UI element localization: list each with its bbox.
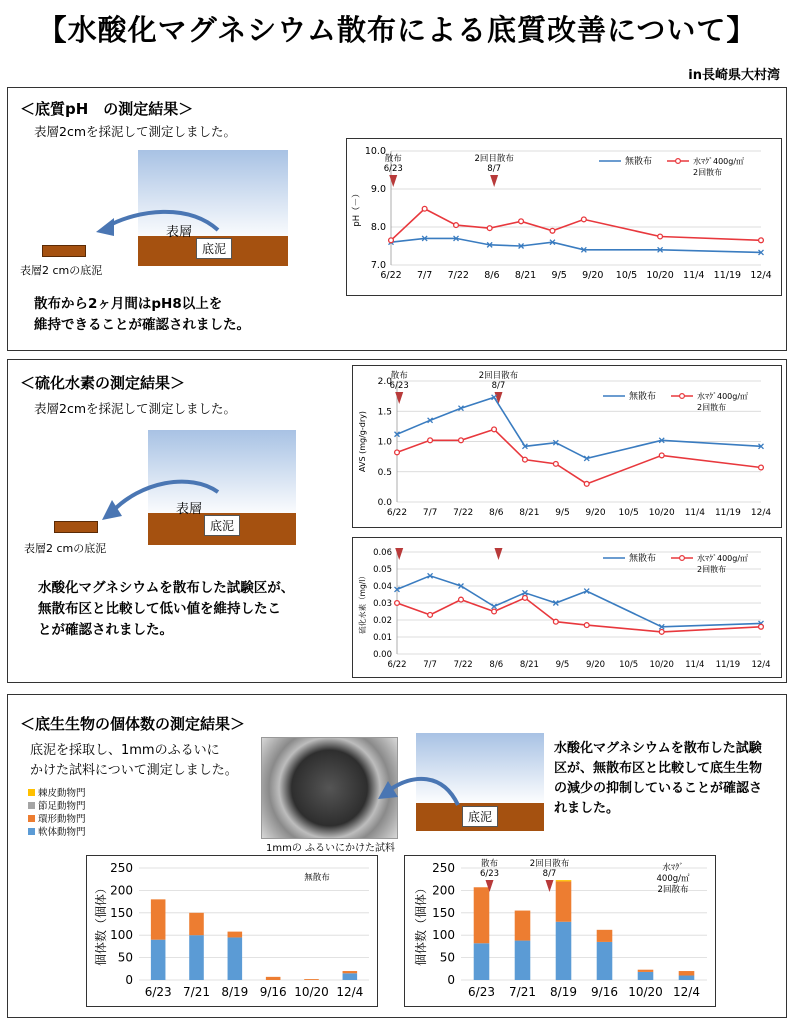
mud-label: 底泥 — [204, 515, 240, 536]
avs-chart — [353, 366, 781, 527]
bar-segment — [556, 881, 572, 921]
mud-label: 底泥 — [462, 806, 498, 827]
ph-conclusion-line-2: 維持できることが確認されました。 — [34, 316, 250, 333]
legend-item-echinoderm — [28, 787, 86, 800]
ph-section — [7, 87, 787, 351]
y-tick-label: 0 — [447, 973, 455, 987]
data-point — [550, 228, 555, 233]
x-tick-label: 9/16 — [259, 985, 287, 999]
x-tick-label: 10/20 — [628, 985, 663, 999]
bar-segment — [679, 971, 695, 975]
x-tick-label: 6/22 — [386, 508, 408, 518]
legend-label: 無散布 — [629, 392, 657, 402]
marker-label: 8/7 — [487, 164, 501, 174]
h2s-method-text: 表層2cmを採泥して測定しました。 — [34, 401, 237, 416]
ph-method-text: 表層2cmを採泥して測定しました。 — [34, 124, 237, 139]
surface-label: 表層 — [166, 225, 193, 240]
legend-label: 水ﾏｸﾞ400g/㎡ — [697, 392, 749, 401]
bar-segment — [515, 941, 531, 980]
y-axis-label: 個体数（個体） — [414, 881, 428, 967]
data-point — [658, 234, 663, 239]
ph-conclusion-line-1: 散布から2ヶ月間はpH8以上を — [34, 296, 223, 312]
x-tick-label: 10/20 — [646, 270, 674, 281]
y-tick-label: 0.02 — [373, 616, 392, 626]
y-tick-label: 150 — [432, 905, 455, 920]
x-tick-label: 7/7 — [422, 508, 438, 518]
legend-item-arthropod — [28, 800, 86, 813]
x-tick-label: 9/5 — [555, 660, 570, 670]
data-point — [553, 461, 558, 466]
bar-segment — [228, 937, 243, 980]
data-point — [584, 481, 589, 486]
benthos-conclusion-line-2: 区が、無散布区と比較して底生生物 — [554, 761, 763, 777]
marker-label: 6/23 — [479, 869, 500, 879]
x-tick-label: 12/4 — [750, 508, 772, 518]
marker-label: 2回目散布 — [529, 859, 570, 869]
data-point — [428, 613, 433, 618]
y-tick-label: 0.03 — [373, 599, 392, 609]
data-point — [759, 624, 764, 629]
marker-label: 散布 — [480, 859, 499, 869]
spread-marker — [395, 548, 403, 560]
y-tick-label: 250 — [432, 861, 455, 875]
benthos-method — [30, 741, 238, 780]
y-tick-label: 50 — [117, 950, 133, 965]
legend-label: 水ﾏｸﾞ400g/㎡ — [697, 554, 749, 563]
marker-label: 6/23 — [383, 164, 403, 174]
sampling-arrow — [80, 472, 230, 532]
benthos-mg-spread-chart — [405, 856, 715, 1006]
x-tick-label: 11/19 — [713, 270, 742, 281]
data-point — [523, 457, 528, 462]
y-tick-label: 8.0 — [370, 222, 386, 233]
data-point — [519, 219, 524, 224]
x-tick-label: 8/6 — [484, 270, 500, 281]
phylum-legend — [28, 787, 86, 839]
h2s-chart — [353, 538, 781, 677]
benthos-no-chart-frame — [86, 855, 378, 1007]
y-tick-label: 100 — [110, 928, 133, 943]
y-tick-label: 1.0 — [377, 437, 392, 448]
x-tick-label: 8/6 — [489, 508, 504, 518]
bar-segment — [638, 972, 654, 980]
h2s-section-title: ＜硫化水素の測定結果＞ — [20, 374, 186, 392]
benthos-section — [7, 694, 787, 1018]
y-tick-label: 10.0 — [364, 146, 386, 157]
benthos-conclusion-line-4: れました。 — [554, 801, 620, 817]
bar-segment — [556, 880, 572, 881]
legend-label: 環形動物門 — [38, 814, 86, 825]
legend-item-mollusk — [28, 826, 86, 839]
x-tick-label: 8/21 — [519, 508, 540, 518]
y-tick-label: 0.05 — [373, 565, 392, 575]
benthos-mg-chart-frame — [404, 855, 716, 1007]
ph-chart — [347, 139, 781, 295]
x-tick-label: 8/21 — [514, 270, 537, 281]
photo-caption: 1mmの ふるいにかけた試料 — [266, 843, 396, 854]
x-tick-label: 12/4 — [336, 985, 364, 999]
sample-label: 表層2 cmの底泥 — [24, 542, 107, 555]
data-point — [459, 597, 464, 602]
data-point — [422, 206, 427, 211]
y-tick-label: 100 — [432, 928, 455, 943]
y-tick-label: 0.01 — [373, 633, 392, 643]
data-point — [395, 601, 400, 606]
chart-title: 400g/㎡ — [656, 874, 690, 884]
y-tick-label: 0.5 — [377, 467, 392, 478]
x-tick-label: 12/4 — [673, 985, 700, 999]
spread-marker — [389, 175, 397, 187]
y-tick-label: 2.0 — [377, 377, 392, 387]
x-tick-label: 6/22 — [387, 660, 407, 670]
x-tick-label: 10/5 — [615, 270, 638, 281]
sample-label: 表層2 cmの底泥 — [20, 264, 103, 277]
data-point — [492, 609, 497, 614]
bar-segment — [597, 942, 613, 980]
x-tick-label: 9/5 — [555, 508, 570, 518]
x-tick-label: 9/16 — [591, 985, 618, 999]
y-tick-label: 50 — [439, 950, 455, 965]
y-tick-label: 200 — [110, 883, 133, 898]
h2s-chart-frame — [352, 537, 782, 678]
x-tick-label: 8/19 — [221, 985, 249, 999]
benthos-method-line-2: かけた試料について測定しました。 — [30, 762, 238, 778]
y-tick-label: 7.0 — [370, 260, 386, 271]
spread-marker — [494, 548, 502, 560]
benthos-conclusion-line-1: 水酸化マグネシウムを散布した試験 — [554, 741, 762, 756]
sample-block — [54, 521, 98, 533]
legend-label: 棘皮動物門 — [38, 788, 86, 799]
bar-segment — [228, 932, 243, 938]
legend-marker — [676, 159, 681, 164]
data-point — [487, 226, 492, 231]
bar-segment — [556, 922, 572, 980]
x-tick-label: 9/20 — [582, 270, 604, 281]
x-tick-label: 8/6 — [489, 660, 504, 670]
y-tick-label: 0 — [125, 973, 133, 987]
series-line — [391, 209, 761, 241]
x-tick-label: 7/22 — [453, 508, 474, 518]
series-line — [397, 576, 761, 627]
bar-segment — [304, 979, 319, 980]
sampling-arrow — [358, 765, 468, 815]
sampling-arrow — [78, 198, 228, 258]
marker-label: 8/7 — [491, 381, 506, 391]
legend-label: 2回散布 — [697, 403, 727, 412]
legend-marker — [680, 556, 685, 561]
series-line — [397, 429, 761, 483]
y-tick-label: 250 — [110, 861, 133, 875]
x-tick-label: 8/19 — [550, 985, 577, 999]
spread-marker — [395, 392, 403, 404]
legend-marker — [680, 394, 685, 399]
y-tick-label: 9.0 — [370, 184, 386, 195]
data-point — [659, 630, 664, 635]
y-tick-label: 200 — [432, 883, 455, 898]
chart-title: 2回散布 — [657, 885, 689, 895]
bar-segment — [189, 913, 204, 935]
benthos-section-title: ＜底生生物の個体数の測定結果＞ — [20, 715, 246, 733]
data-point — [454, 223, 459, 228]
avs-chart-frame — [352, 365, 782, 528]
x-tick-label: 11/19 — [714, 508, 741, 518]
data-point — [759, 465, 764, 470]
x-tick-label: 8/21 — [519, 660, 539, 670]
x-tick-label: 10/20 — [649, 660, 674, 670]
data-point — [581, 217, 586, 222]
x-tick-label: 10/20 — [294, 985, 329, 999]
bar-segment — [679, 976, 695, 980]
bar-segment — [151, 899, 166, 939]
x-tick-label: 11/19 — [715, 660, 741, 670]
x-tick-label: 9/5 — [551, 270, 567, 281]
marker-label: 2回目散布 — [474, 154, 514, 164]
bar-segment — [151, 940, 166, 980]
series-line — [391, 238, 761, 252]
data-point — [492, 427, 497, 432]
y-tick-label: 0.04 — [373, 582, 392, 592]
data-point — [759, 238, 764, 243]
x-tick-label: 10/20 — [648, 508, 675, 518]
y-axis-label: 硫化水素（mg/l） — [358, 572, 367, 634]
y-tick-label: 0.00 — [373, 650, 392, 660]
h2s-conclusion-line-1: 水酸化マグネシウムを散布した試験区が、 — [38, 580, 295, 596]
chart-title: 水ﾏｸﾞ — [662, 863, 684, 873]
ph-conclusion — [34, 294, 250, 336]
legend-label: 軟体動物門 — [38, 827, 86, 838]
marker-label: 8/7 — [542, 869, 557, 879]
marker-label: 散布 — [384, 154, 402, 164]
surface-label: 表層 — [176, 502, 203, 517]
ph-section-title: ＜底質pH の測定結果＞ — [20, 100, 194, 118]
spread-marker — [490, 175, 498, 187]
y-axis-label: 個体数（個体） — [94, 881, 108, 967]
x-tick-label: 12/4 — [750, 270, 772, 281]
ph-chart-frame — [346, 138, 782, 296]
x-tick-label: 11/4 — [685, 660, 705, 670]
x-tick-label: 6/23 — [468, 985, 495, 999]
x-tick-label: 9/20 — [585, 508, 606, 518]
mud-label: 底泥 — [196, 238, 232, 259]
bar-segment — [638, 970, 654, 972]
legend-label: 2回散布 — [693, 168, 723, 177]
x-tick-label: 11/4 — [683, 270, 705, 281]
legend-label: 無散布 — [625, 157, 653, 167]
x-tick-label: 7/7 — [423, 660, 437, 670]
x-tick-label: 9/20 — [585, 660, 606, 670]
benthos-method-line-1: 底泥を採取し、1mmのふるいに — [30, 743, 220, 758]
legend-item-annelid — [28, 813, 86, 826]
chart-title: 無散布 — [304, 873, 330, 883]
benthos-conclusion — [554, 739, 762, 820]
bar-segment — [597, 930, 613, 942]
legend-label: 水ﾏｸﾞ400g/㎡ — [693, 157, 745, 166]
data-point — [659, 453, 664, 458]
x-tick-label: 11/4 — [684, 508, 705, 518]
x-tick-label: 7/22 — [447, 270, 469, 281]
x-tick-label: 7/21 — [509, 985, 536, 999]
data-point — [553, 619, 558, 624]
spread-marker — [494, 392, 502, 404]
data-point — [523, 596, 528, 601]
h2s-section — [7, 359, 787, 683]
bar-segment — [266, 977, 281, 980]
y-axis-label: AVS (mg/g-dry) — [358, 411, 367, 472]
legend-label: 節足動物門 — [38, 801, 86, 812]
data-point — [584, 623, 589, 628]
x-tick-label: 6/22 — [380, 270, 402, 281]
x-tick-label: 10/5 — [618, 508, 639, 518]
bar-segment — [189, 935, 204, 980]
h2s-conclusion-line-3: とが確認されました。 — [38, 621, 173, 638]
x-tick-label: 12/4 — [751, 660, 771, 670]
sample-block — [42, 245, 86, 257]
data-point — [395, 450, 400, 455]
legend-label: 2回散布 — [697, 565, 727, 574]
benthos-no-spread-chart — [87, 856, 377, 1006]
page-title: 【水酸化マグネシウム散布による底質改善について】 — [37, 13, 757, 47]
y-axis-label: pH（－） — [352, 189, 362, 227]
data-point — [428, 438, 433, 443]
marker-label: 散布 — [390, 371, 408, 381]
x-tick-label: 10/5 — [619, 660, 639, 670]
marker-label: 6/23 — [389, 381, 409, 391]
bar-segment — [515, 911, 531, 941]
marker-label: 2回目散布 — [478, 371, 519, 381]
bar-segment — [474, 943, 490, 980]
x-tick-label: 7/22 — [453, 660, 473, 670]
bar-segment — [474, 887, 490, 943]
location-label: in長崎県大村湾 — [688, 68, 780, 83]
benthos-conclusion-line-3: の減少の抑制していることが確認さ — [554, 781, 763, 797]
y-tick-label: 150 — [110, 905, 133, 920]
x-tick-label: 7/21 — [183, 985, 210, 999]
x-tick-label: 6/23 — [144, 985, 172, 999]
h2s-conclusion — [38, 578, 294, 641]
data-point — [389, 238, 394, 243]
y-tick-label: 0.06 — [373, 548, 392, 558]
h2s-conclusion-line-2: 無散布区と比較して低い値を維持したこ — [38, 600, 281, 617]
bar-segment — [343, 971, 358, 973]
data-point — [459, 438, 464, 443]
bar-segment — [343, 973, 358, 980]
y-tick-label: 0.0 — [377, 498, 392, 508]
x-tick-label: 7/7 — [416, 270, 433, 281]
y-tick-label: 1.5 — [377, 407, 392, 418]
legend-label: 無散布 — [629, 554, 657, 564]
